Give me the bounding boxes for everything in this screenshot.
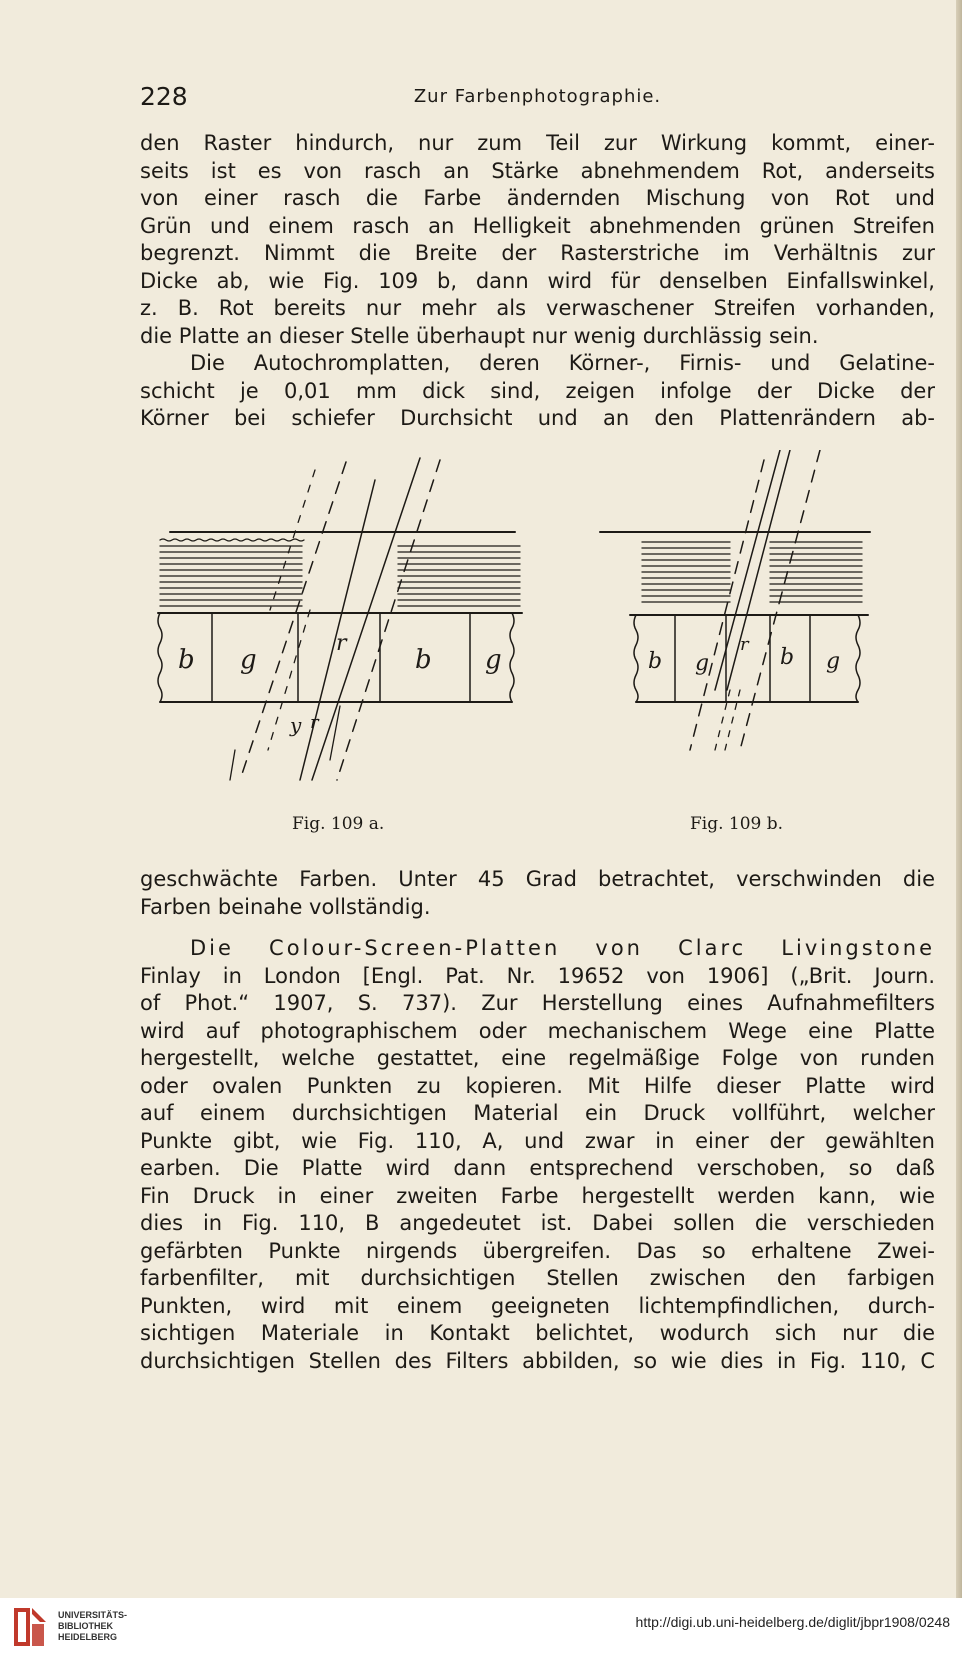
text-line: Finlay in London [Engl. Pat. Nr. 19652 von 1906] („Brit. Journ. — [140, 963, 935, 988]
fig-a-ray-label: r — [310, 712, 319, 733]
text-line: den Raster hindurch, nur zum Teil zur Wirkung kommt, einer- — [140, 131, 935, 155]
text-line: durchsichtigen Stellen des Filters abbilden, so wie dies in Fig. 110, C — [140, 1348, 935, 1373]
fig-a-ray-label: y — [290, 713, 302, 737]
fig-b-cell-label: b — [780, 645, 795, 670]
fig-b-cell-label: b — [648, 649, 663, 674]
text-line: of Phot.“ 1907, S. 737). Zur Herstellung eines Aufnahmefilters — [140, 991, 935, 1015]
paragraph-3 — [140, 866, 935, 921]
fig-109a-plate — [158, 458, 522, 780]
text-line: sichtigen Materiale in Kontakt belichtet, wodurch sich nur die — [140, 1321, 935, 1345]
text-line: z. B. Rot bereits nur mehr als verwaschener Streifen vorhanden, — [140, 296, 935, 320]
fig-b-cell-label: g — [826, 649, 841, 674]
footer-bar — [0, 1598, 962, 1656]
text-line: hergestellt, welche gestattet, eine regelmäßige Folge von runden — [140, 1046, 935, 1070]
fig-109b-plate — [600, 450, 870, 750]
text-line: von einer rasch die Farbe ändernden Mischung von Rot und — [140, 186, 935, 210]
text-line: Grün und einem rasch an Helligkeit abnehmenden grünen Streifen — [140, 213, 935, 238]
paragraph-1 — [140, 130, 935, 350]
page-edge — [956, 0, 962, 1598]
text-line: farbenfilter, mit durchsichtigen Stellen zwischen den farbigen — [140, 1266, 935, 1290]
figure-109 — [130, 450, 940, 840]
text-line: geschwächte Farben. Unter 45 Grad betrachtet, verschwinden die — [140, 867, 935, 891]
paragraph-4 — [140, 935, 935, 1375]
fig-b-cell-label: g — [695, 651, 710, 676]
library-name-line: BIBLIOTHEK — [58, 1621, 113, 1631]
fig-a-cell-label: b — [415, 645, 432, 675]
text-line: die Platte an dieser Stelle überhaupt nur wenig durchlässig sein. — [140, 323, 819, 348]
fig-a-cell-label: b — [178, 645, 195, 675]
text-line: earben. Die Platte wird dann entsprechend verschoben, so daß — [140, 1156, 935, 1180]
text-line: auf einem durchsichtigen Material ein Druck vollführt, welcher — [140, 1101, 935, 1125]
library-logo-icon[interactable] — [10, 1604, 50, 1654]
text-line: Die Autochromplatten, deren Körner-, Firnis- und Gelatine- — [190, 351, 935, 375]
figure-caption-109a: Fig. 109 a. — [292, 814, 385, 834]
text-line: begrenzt. Nimmt die Breite der Rasterstriche im Verhältnis zur — [140, 241, 935, 265]
text-line: wird auf photographischem oder mechanischem Wege eine Platte — [140, 1018, 935, 1043]
text-line: schicht je 0,01 mm dick sind, zeigen infolge der Dicke der — [140, 378, 935, 403]
fig-a-cell-label: g — [240, 645, 257, 675]
fig-b-cell-label: r — [740, 634, 749, 655]
fig-a-cell-label: r — [336, 631, 347, 656]
text-line: oder ovalen Punkten zu kopieren. Mit Hilfe dieser Platte wird — [140, 1073, 935, 1098]
text-line: seits ist es von rasch an Stärke abnehmendem Rot, anderseits — [140, 158, 935, 183]
text-line: Fin Druck in einer zweiten Farbe hergestellt werden kann, wie — [140, 1183, 935, 1208]
fig-a-cell-label: g — [485, 645, 502, 675]
page-number: 228 — [140, 82, 188, 111]
text-line: Die Colour-Screen-Platten von Clarc Livingstone — [190, 936, 935, 960]
text-line: Dicke ab, wie Fig. 109 b, dann wird für denselben Einfallswinkel, — [140, 268, 935, 293]
text-line: Körner bei schiefer Durchsicht und an den Plattenrändern ab- — [140, 406, 935, 430]
paragraph-2 — [140, 350, 935, 433]
library-name — [58, 1610, 127, 1643]
running-title: Zur Farbenphotographie. — [413, 86, 662, 107]
page-header — [140, 82, 935, 116]
text-line: Punkten, wird mit einem geeigneten lichtempfindlichen, durch- — [140, 1293, 935, 1318]
source-url-link[interactable]: http://digi.ub.uni-heidelberg.de/diglit/jbpr1908/0248 — [635, 1614, 950, 1630]
text-line: dies in Fig. 110, B angedeutet ist. Dabei sollen die verschieden — [140, 1211, 935, 1235]
text-line: gefärbten Punkte nirgends übergreifen. Das so erhaltene Zwei- — [140, 1238, 935, 1263]
text-line: Punkte gibt, wie Fig. 110, A, und zwar in einer der gewählten — [140, 1128, 935, 1153]
library-name-line: UNIVERSITÄTS- — [58, 1610, 128, 1620]
library-name-line: HEIDELBERG — [58, 1632, 118, 1642]
figure-caption-109b: Fig. 109 b. — [690, 814, 784, 834]
figure-109-drawing — [130, 450, 940, 840]
text-line: Farben beinahe vollständig. — [140, 894, 431, 919]
